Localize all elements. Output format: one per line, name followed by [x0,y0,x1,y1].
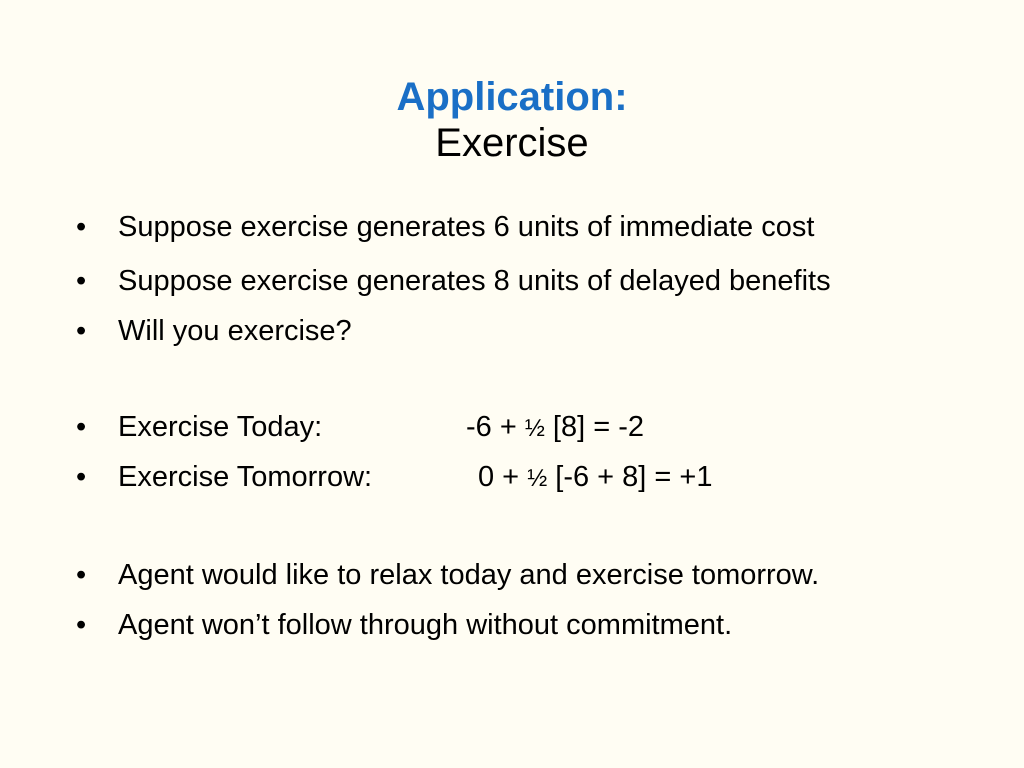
bullet-text: Agent would like to relax today and exercise tomorrow. [118,559,820,591]
bullet-text: Suppose exercise generates 8 units of delayed benefits [118,265,831,297]
bullet-text: Will you exercise? [118,315,352,347]
slide-title [0,74,1024,166]
bullet-dot: • [76,609,87,641]
title-sub: Exercise [435,121,589,165]
bullet-dot: • [76,461,87,493]
formula-part: [8] = -2 [544,411,644,443]
bullet-dot: • [76,315,87,347]
bullet-label: Exercise Tomorrow: [118,461,373,493]
formula-today [466,410,644,446]
title-main: Application: [396,75,628,119]
formula-part: [-6 + 8] = +1 [547,461,713,493]
bullet-text: Agent won’t follow through without commitment. [118,609,733,641]
bullet-dot: • [76,265,87,297]
bullet-dot: • [76,559,87,591]
bullet-label: Exercise Today: [118,411,323,443]
formula-part: 0 + [478,461,528,493]
half-symbol: ½ [524,415,545,442]
bullet-dot: • [76,411,87,443]
bullet-dot: • [76,211,87,243]
bullet-text: Suppose exercise generates 6 units of immediate cost [118,211,815,243]
formula-part: -6 + [466,411,525,443]
formula-tomorrow [478,460,712,496]
half-symbol: ½ [527,465,548,492]
